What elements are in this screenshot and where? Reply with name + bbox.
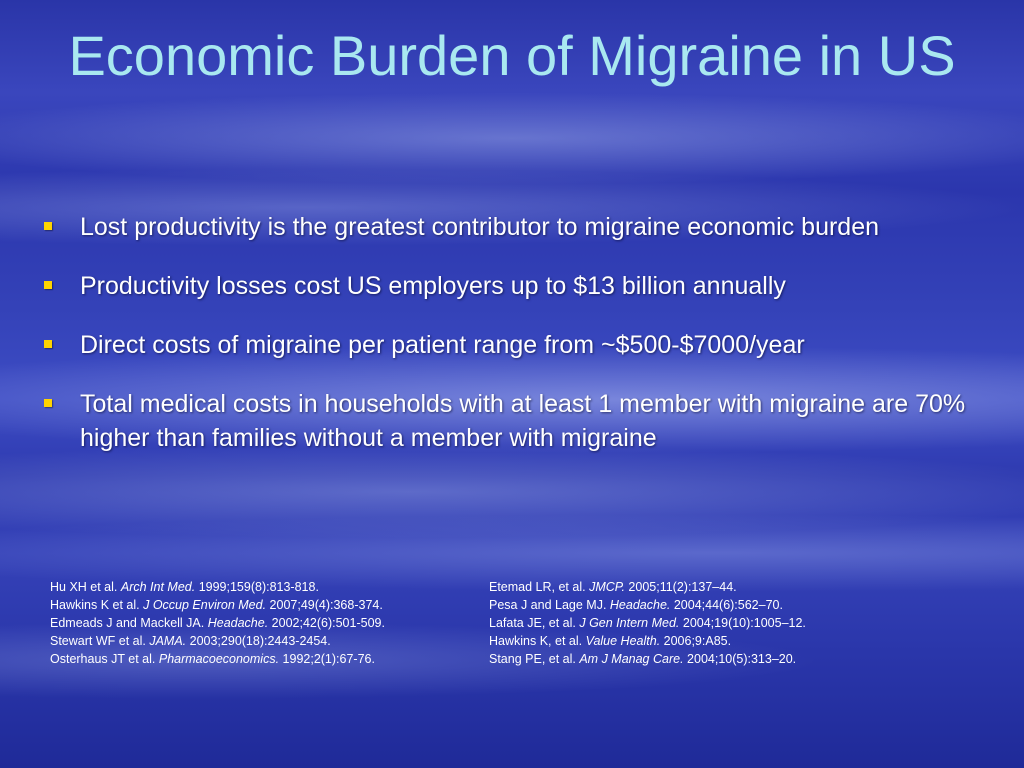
reference-details: 2004;10(5):313–20. xyxy=(683,652,797,666)
reference-journal: Am J Manag Care. xyxy=(579,652,684,666)
bullet-text: Direct costs of migraine per patient range from ~$500-$7000/year xyxy=(80,331,805,359)
bullet-text: Lost productivity is the greatest contributor to migraine economic burden xyxy=(80,213,880,241)
reference-item xyxy=(50,578,470,596)
reference-item xyxy=(50,632,470,650)
reference-journal: JAMA. xyxy=(149,634,187,648)
reference-item xyxy=(50,614,470,632)
reference-item xyxy=(489,614,1009,632)
reference-authors: Pesa J and Lage MJ. xyxy=(489,598,610,612)
reference-details: 2004;19(10):1005–12. xyxy=(679,616,806,630)
bullet-list xyxy=(44,210,984,480)
bullet-item xyxy=(44,210,984,244)
square-bullet-icon xyxy=(44,399,52,407)
square-bullet-icon xyxy=(44,222,52,230)
reference-details: 2003;290(18):2443-2454. xyxy=(186,634,331,648)
reference-details: 2005;11(2):137–44. xyxy=(624,580,737,594)
reference-details: 2007;49(4):368-374. xyxy=(266,598,383,612)
reference-journal: Headache. xyxy=(207,616,269,630)
reference-authors: Hawkins K et al. xyxy=(50,598,144,612)
reference-journal: Arch Int Med. xyxy=(120,580,196,594)
reference-authors: Osterhaus JT et al. xyxy=(50,652,159,666)
reference-item xyxy=(489,578,1009,596)
reference-journal: J Occup Environ Med. xyxy=(143,598,267,612)
bullet-item xyxy=(44,387,984,455)
reference-item xyxy=(489,596,1009,614)
reference-journal: Pharmacoeconomics. xyxy=(158,652,280,666)
bullet-item xyxy=(44,269,984,303)
reference-authors: Edmeads J and Mackell JA. xyxy=(50,616,208,630)
slide-title: Economic Burden of Migraine in US xyxy=(68,24,956,87)
bullet-text: Total medical costs in households with at least 1 member with migraine are 70% higher than families without a member with migraine xyxy=(80,390,966,452)
reference-authors: Stang PE, et al. xyxy=(489,652,580,666)
reference-authors: Stewart WF et al. xyxy=(50,634,150,648)
reference-journal: Value Health. xyxy=(585,634,661,648)
reference-journal: Headache. xyxy=(609,598,671,612)
bullet-item xyxy=(44,328,984,362)
square-bullet-icon xyxy=(44,340,52,348)
reference-details: 2006;9:A85. xyxy=(660,634,732,648)
reference-authors: Lafata JE, et al. xyxy=(489,616,580,630)
reference-item xyxy=(489,632,1009,650)
reference-details: 2004;44(6):562–70. xyxy=(670,598,783,612)
reference-authors: Hawkins K, et al. xyxy=(489,634,586,648)
reference-authors: Hu XH et al. xyxy=(50,580,121,594)
bullet-text: Productivity losses cost US employers up to $13 billion annually xyxy=(80,272,786,300)
reference-details: 1999;159(8):813-818. xyxy=(195,580,319,594)
reference-details: 1992;2(1):67-76. xyxy=(279,652,375,666)
references-right-column xyxy=(489,578,1009,668)
reference-journal: J Gen Intern Med. xyxy=(579,616,680,630)
square-bullet-icon xyxy=(44,281,52,289)
references-left-column xyxy=(50,578,470,668)
reference-item xyxy=(489,650,1009,668)
reference-item xyxy=(50,596,470,614)
reference-item xyxy=(50,650,470,668)
reference-authors: Etemad LR, et al. xyxy=(489,580,590,594)
reference-journal: JMCP. xyxy=(589,580,625,594)
reference-details: 2002;42(6):501-509. xyxy=(268,616,385,630)
